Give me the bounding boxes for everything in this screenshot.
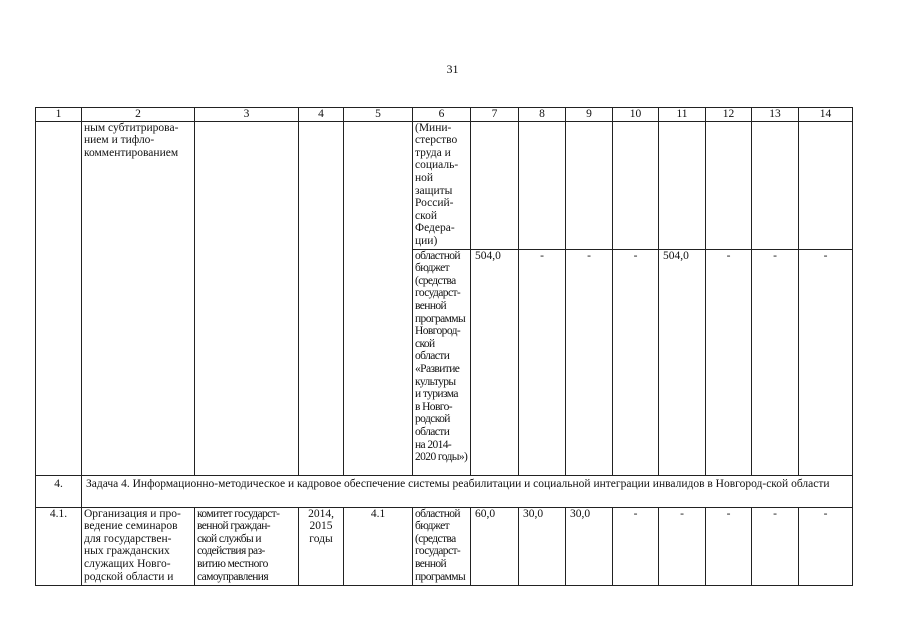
column-number-cell: 2	[82, 108, 195, 122]
column-number-cell: 11	[659, 108, 706, 122]
value-cell: 504,0	[471, 249, 519, 475]
task-row	[36, 475, 853, 507]
column-number-cell: 9	[566, 108, 613, 122]
column-number-cell: 14	[799, 108, 853, 122]
value-cell	[566, 121, 613, 249]
value-cell: 60,0	[471, 507, 519, 585]
value-cell: 30,0	[566, 507, 613, 585]
column-number-cell: 12	[706, 108, 752, 122]
measure-name-cell: ным субтитрирова- нием и тифло- комментированием	[82, 121, 195, 475]
number-cell	[36, 121, 82, 475]
value-cell: -	[613, 507, 659, 585]
column-number-cell: 10	[613, 108, 659, 122]
value-cell: -	[519, 249, 566, 475]
funding-source-cell: областной бюджет (средства государст- венной программы	[413, 507, 471, 585]
value-cell	[799, 121, 853, 249]
funding-source-cell: областной бюджет (средства государст- венной программы Новгород- ской области «Развитие культуры и туризма в Новго- родской области на 2014- 2020 годы»)	[413, 249, 471, 475]
funding-source-cell: (Мини- стерство труда и социаль- ной защиты Россий- ской Федера- ции)	[413, 121, 471, 249]
value-cell	[659, 121, 706, 249]
value-cell: -	[706, 249, 752, 475]
target-index-cell: 4.1	[344, 507, 413, 585]
column-number-header-row	[36, 108, 853, 122]
column-number-cell: 5	[344, 108, 413, 122]
value-cell: -	[799, 249, 853, 475]
column-number-cell: 1	[36, 108, 82, 122]
number-cell: 4.1.	[36, 507, 82, 585]
page-number: 31	[446, 62, 459, 76]
table-row	[36, 507, 853, 585]
value-cell: -	[659, 507, 706, 585]
value-cell: 30,0	[519, 507, 566, 585]
executor-cell: комитет государст- венной граждан- ской службы и содействия раз- витию местного самоуправления	[195, 507, 299, 585]
value-cell: -	[613, 249, 659, 475]
value-cell: 504,0	[659, 249, 706, 475]
value-cell: -	[566, 249, 613, 475]
column-number-cell: 7	[471, 108, 519, 122]
value-cell: -	[706, 507, 752, 585]
value-cell	[706, 121, 752, 249]
column-number-cell: 6	[413, 108, 471, 122]
value-cell	[471, 121, 519, 249]
value-cell: -	[799, 507, 853, 585]
column-number-cell: 8	[519, 108, 566, 122]
value-cell: -	[752, 507, 799, 585]
column-number-cell: 4	[299, 108, 344, 122]
period-cell	[299, 121, 344, 475]
value-cell	[613, 121, 659, 249]
value-cell: -	[752, 249, 799, 475]
table-row	[36, 121, 853, 249]
column-number-cell: 13	[752, 108, 799, 122]
column-number-cell: 3	[195, 108, 299, 122]
task-title-cell: Задача 4. Информационно-методическое и кадровое обеспечение системы реабилитации и социальной интеграции инвалидов в Новгород-ской области	[82, 475, 853, 507]
task-number-cell: 4.	[36, 475, 82, 507]
executor-cell	[195, 121, 299, 475]
measure-name-cell: Организация и про- ведение семинаров для государствен- ных гражданских служащих Новго- родской области и	[82, 507, 195, 585]
target-index-cell	[344, 121, 413, 475]
period-cell: 2014, 2015 годы	[299, 507, 344, 585]
value-cell	[752, 121, 799, 249]
value-cell	[519, 121, 566, 249]
program-table	[35, 107, 853, 586]
